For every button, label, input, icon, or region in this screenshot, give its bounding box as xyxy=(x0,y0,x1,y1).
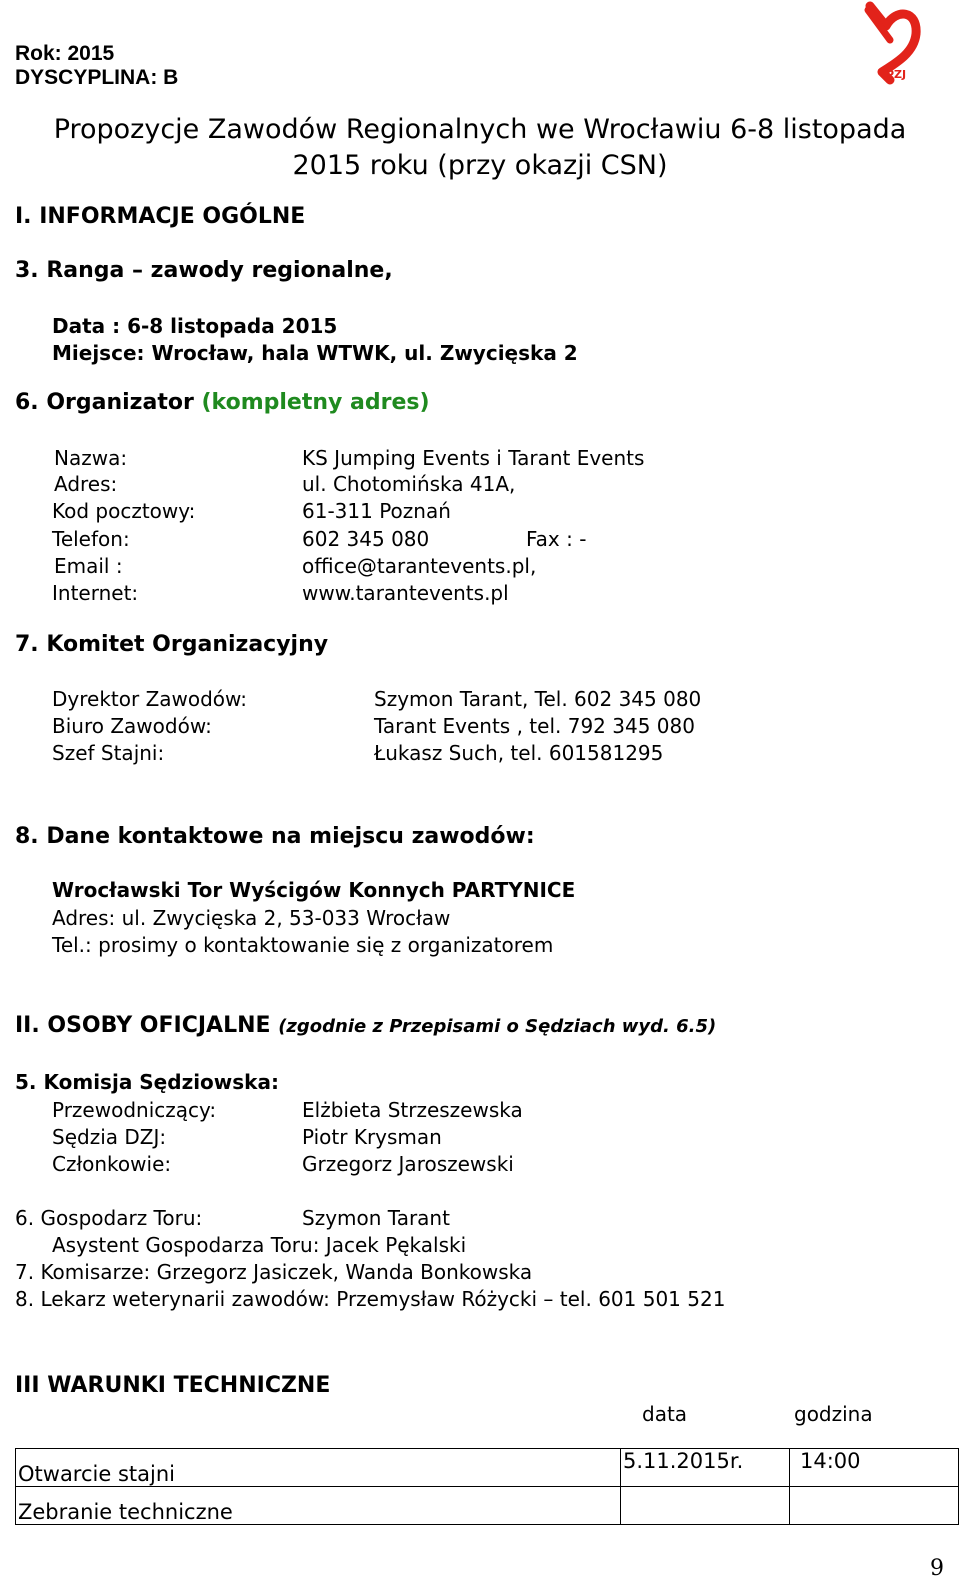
committee-office-label: Biuro Zawodów: xyxy=(52,714,212,738)
committee-stable-value: Łukasz Such, tel. 601581295 xyxy=(374,741,664,765)
technical-schedule-table xyxy=(15,1448,959,1525)
table-cell-time xyxy=(790,1487,959,1525)
table-row xyxy=(16,1449,959,1487)
organizer-address-label: Adres: xyxy=(54,472,118,496)
table-cell-time: 14:00 xyxy=(790,1449,959,1487)
judge-president-value: Elżbieta Strzeszewska xyxy=(302,1098,523,1122)
document-title-line2: 2015 roku (przy okazji CSN) xyxy=(292,150,668,181)
organizer-postcode-label: Kod pocztowy: xyxy=(52,499,196,523)
judge-members-label: Członkowie: xyxy=(52,1152,172,1176)
section2-heading xyxy=(15,1013,716,1038)
organizer-name-value: KS Jumping Events i Tarant Events xyxy=(302,446,645,470)
committee-stable-label: Szef Stajni: xyxy=(52,741,165,765)
vet-line: 8. Lekarz weterynarii zawodów: Przemysław Różycki – tel. 601 501 521 xyxy=(15,1287,726,1311)
organizer-heading xyxy=(15,390,430,415)
year-label: Rok: 2015 xyxy=(15,42,115,65)
organizer-fax: Fax : - xyxy=(526,527,587,551)
logo-text: PZJ xyxy=(886,68,907,81)
contact-heading: 8. Dane kontaktowe na miejscu zawodów: xyxy=(15,824,535,849)
table-cell-name: Otwarcie stajni xyxy=(16,1449,621,1487)
table-row xyxy=(16,1487,959,1525)
organizer-email-value[interactable]: office@tarantevents.pl, xyxy=(302,554,537,578)
organizer-internet-label: Internet: xyxy=(52,581,139,605)
organizer-heading-note: (kompletny adres) xyxy=(201,390,430,415)
contact-venue-phone: Tel.: prosimy o kontaktowanie się z organizatorem xyxy=(52,933,554,957)
course-designer-value: Szymon Tarant xyxy=(302,1206,450,1230)
judge-members-value: Grzegorz Jaroszewski xyxy=(302,1152,514,1176)
organizer-email-label: Email : xyxy=(54,554,123,578)
committee-office-value: Tarant Events , tel. 792 345 080 xyxy=(374,714,695,738)
course-designer-label: 6. Gospodarz Toru: xyxy=(15,1206,203,1230)
judges-heading: 5. Komisja Sędziowska: xyxy=(15,1070,279,1094)
organizer-address-value: ul. Chotomińska 41A, xyxy=(302,472,516,496)
judge-president-label: Przewodniczący: xyxy=(52,1098,217,1122)
contact-venue-address: Adres: ul. Zwycięska 2, 53-033 Wrocław xyxy=(52,906,451,930)
table-header-time: godzina xyxy=(794,1402,873,1426)
table-cell-date: 5.11.2015r. xyxy=(621,1449,790,1487)
judge-dzj-value: Piotr Krysman xyxy=(302,1125,442,1149)
rank-heading: 3. Ranga – zawody regionalne, xyxy=(15,258,393,283)
organizer-phone-value: 602 345 080 xyxy=(302,527,430,551)
organizer-phone-label: Telefon: xyxy=(52,527,130,551)
assistant-course-designer: Asystent Gospodarza Toru: Jacek Pękalski xyxy=(52,1233,467,1257)
stewards-line: 7. Komisarze: Grzegorz Jasiczek, Wanda Bonkowska xyxy=(15,1260,533,1284)
pzj-logo xyxy=(860,0,930,90)
organizer-postcode-value: 61-311 Poznań xyxy=(302,499,451,523)
section2-heading-text: II. OSOBY OFICJALNE xyxy=(15,1013,271,1038)
event-place: Miejsce: Wrocław, hala WTWK, ul. Zwycięska 2 xyxy=(52,341,578,365)
table-cell-name: Zebranie techniczne xyxy=(16,1487,621,1525)
section2-heading-note: (zgodnie z Przepisami o Sędziach wyd. 6.5) xyxy=(278,1016,717,1037)
organizer-internet-value[interactable]: www.tarantevents.pl xyxy=(302,581,509,605)
organizer-heading-number: 6. Organizator xyxy=(15,390,194,415)
committee-director-label: Dyrektor Zawodów: xyxy=(52,687,248,711)
table-cell-date xyxy=(621,1487,790,1525)
committee-heading: 7. Komitet Organizacyjny xyxy=(15,632,329,657)
judge-dzj-label: Sędzia DZJ: xyxy=(52,1125,167,1149)
organizer-name-label: Nazwa: xyxy=(54,446,128,470)
page-number: 9 xyxy=(930,1556,944,1581)
committee-director-value: Szymon Tarant, Tel. 602 345 080 xyxy=(374,687,702,711)
document-title-line1: Propozycje Zawodów Regionalnych we Wrocławiu 6-8 listopada xyxy=(53,114,907,145)
table-header-date: data xyxy=(642,1402,688,1426)
section1-heading: I. INFORMACJE OGÓLNE xyxy=(15,204,306,229)
event-date: Data : 6-8 listopada 2015 xyxy=(52,314,338,338)
section3-heading: III WARUNKI TECHNICZNE xyxy=(15,1373,331,1398)
contact-venue-name: Wrocławski Tor Wyścigów Konnych PARTYNICE xyxy=(52,878,576,902)
discipline-label: DYSCYPLINA: B xyxy=(15,66,179,89)
